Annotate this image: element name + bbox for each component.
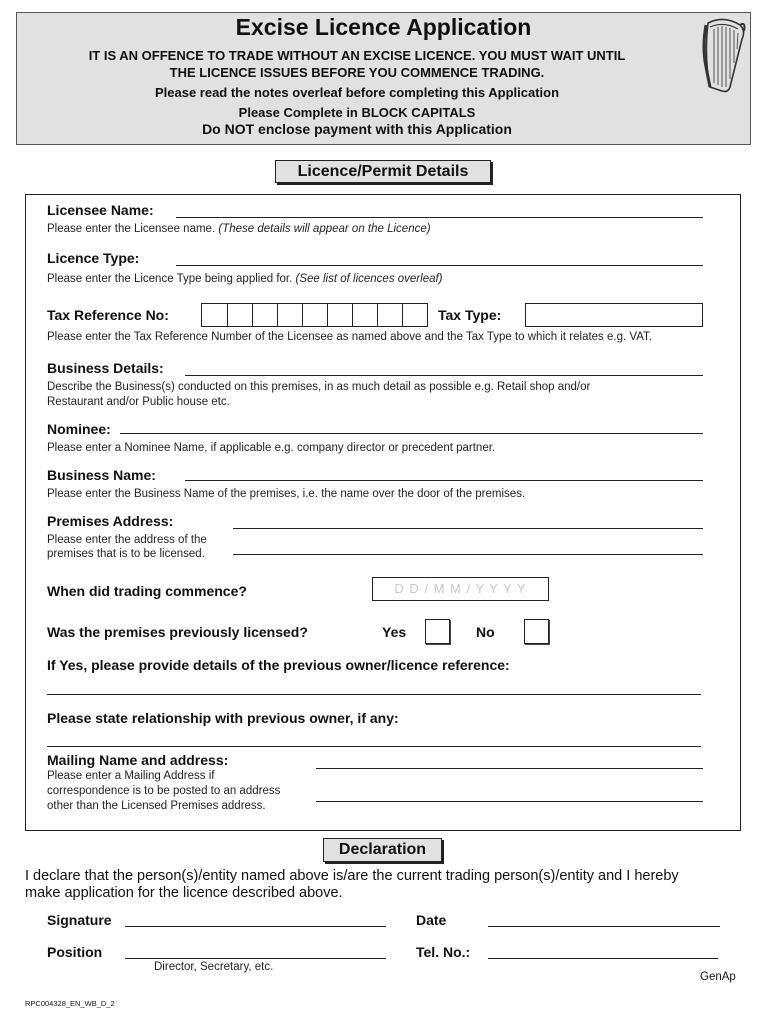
- notes-instruction: Please read the notes overleaf before completing this Application: [154, 85, 560, 100]
- declaration-text-2: make application for the licence described above.: [25, 885, 343, 901]
- tax-reference-cell-divider: [302, 304, 303, 326]
- tel-field[interactable]: [488, 958, 718, 959]
- signature-field[interactable]: [125, 926, 386, 927]
- tel-label: Tel. No.:: [416, 944, 471, 960]
- tax-reference-cell-divider: [327, 304, 328, 326]
- licence-type-help: Please enter the Licence Type being applied for. (See list of licences overleaf): [47, 273, 443, 285]
- warning-line-1: IT IS AN OFFENCE TO TRADE WITHOUT AN EXCISE LICENCE. YOU MUST WAIT UNTIL: [88, 48, 626, 63]
- premises-address-field-2[interactable]: [233, 554, 703, 555]
- licensee-name-help: Please enter the Licensee name. (These details will appear on the Licence): [47, 223, 431, 235]
- licence-type-field[interactable]: [176, 265, 703, 266]
- signature-label: Signature: [47, 912, 112, 928]
- harp-emblem-icon: [700, 17, 748, 95]
- tax-reference-cell-divider: [227, 304, 228, 326]
- yes-option-label: Yes: [382, 624, 407, 640]
- business-details-label: Business Details:: [47, 360, 164, 376]
- genap-code: GenAp: [700, 971, 736, 983]
- tax-reference-boxes[interactable]: [201, 303, 428, 327]
- previous-owner-field[interactable]: [47, 694, 701, 695]
- position-label: Position: [47, 944, 103, 960]
- nominee-help: Please enter a Nominee Name, if applicable e.g. company director or precedent partner.: [47, 442, 496, 454]
- mailing-help-3: other than the Licensed Premises address.: [47, 800, 266, 812]
- business-details-help-2: Restaurant and/or Public house etc.: [47, 396, 230, 408]
- tax-reference-help: Please enter the Tax Reference Number of the Licensee as named above and the Tax Type to which it relates e.g. VAT.: [47, 331, 652, 343]
- form-code: RPC004328_EN_WB_D_2: [25, 999, 115, 1008]
- nominee-field[interactable]: [120, 433, 703, 434]
- tax-reference-cell-divider: [377, 304, 378, 326]
- licensee-name-field[interactable]: [176, 217, 703, 218]
- date-label: Date: [416, 912, 447, 928]
- declaration-title: Declaration: [323, 838, 442, 862]
- business-details-help-1: Describe the Business(s) conducted on this premises, in as much detail as possible e.g. Retail shop and/or: [47, 381, 591, 393]
- tax-reference-cell-divider: [402, 304, 403, 326]
- tax-type-field[interactable]: [525, 303, 703, 327]
- licensee-name-label: Licensee Name:: [47, 202, 154, 218]
- licence-type-label: Licence Type:: [47, 250, 140, 266]
- tax-type-label: Tax Type:: [438, 307, 502, 323]
- tax-reference-label: Tax Reference No:: [47, 307, 169, 323]
- mailing-help-2: correspondence is to be posted to an address: [47, 785, 281, 797]
- business-details-field[interactable]: [185, 375, 703, 376]
- position-hint: Director, Secretary, etc.: [154, 961, 274, 973]
- premises-address-label: Premises Address:: [47, 513, 174, 529]
- trading-commence-date-field[interactable]: D D / M M / Y Y Y Y: [372, 577, 549, 601]
- relationship-field[interactable]: [47, 746, 701, 747]
- nominee-label: Nominee:: [47, 421, 111, 437]
- form-title: Excise Licence Application: [235, 14, 532, 40]
- relationship-label: Please state relationship with previous owner, if any:: [47, 710, 399, 726]
- premises-address-help-1: Please enter the address of the: [47, 534, 207, 546]
- position-field[interactable]: [125, 958, 386, 959]
- no-payment-instruction: Do NOT enclose payment with this Application: [202, 121, 512, 137]
- no-option-label: No: [476, 624, 495, 640]
- licence-section-title: Licence/Permit Details: [275, 160, 491, 183]
- form-header: [16, 12, 751, 145]
- mailing-label: Mailing Name and address:: [47, 752, 229, 768]
- tax-reference-cell-divider: [352, 304, 353, 326]
- mailing-field-1[interactable]: [316, 768, 703, 769]
- yes-checkbox[interactable]: [425, 619, 450, 644]
- no-checkbox[interactable]: [524, 619, 549, 644]
- previous-owner-label: If Yes, please provide details of the previous owner/licence reference:: [47, 657, 510, 673]
- business-name-field[interactable]: [185, 480, 703, 481]
- business-name-label: Business Name:: [47, 467, 156, 483]
- premises-address-help-2: premises that is to be licensed.: [47, 548, 205, 560]
- tax-reference-cell-divider: [252, 304, 253, 326]
- mailing-help-1: Please enter a Mailing Address if: [47, 770, 215, 782]
- date-field[interactable]: [488, 926, 720, 927]
- business-name-help: Please enter the Business Name of the premises, i.e. the name over the door of the premises.: [47, 488, 526, 500]
- premises-address-field-1[interactable]: [233, 528, 703, 529]
- previously-licensed-label: Was the premises previously licensed?: [47, 624, 308, 640]
- tax-reference-cell-divider: [277, 304, 278, 326]
- declaration-text-1: I declare that the person(s)/entity named above is/are the current trading person(s)/entity and I hereby: [25, 868, 679, 884]
- trading-commence-label: When did trading commence?: [47, 583, 247, 599]
- warning-line-2: THE LICENCE ISSUES BEFORE YOU COMMENCE TRADING.: [169, 65, 545, 80]
- mailing-field-2[interactable]: [316, 801, 703, 802]
- block-capitals-instruction: Please Complete in BLOCK CAPITALS: [238, 105, 476, 120]
